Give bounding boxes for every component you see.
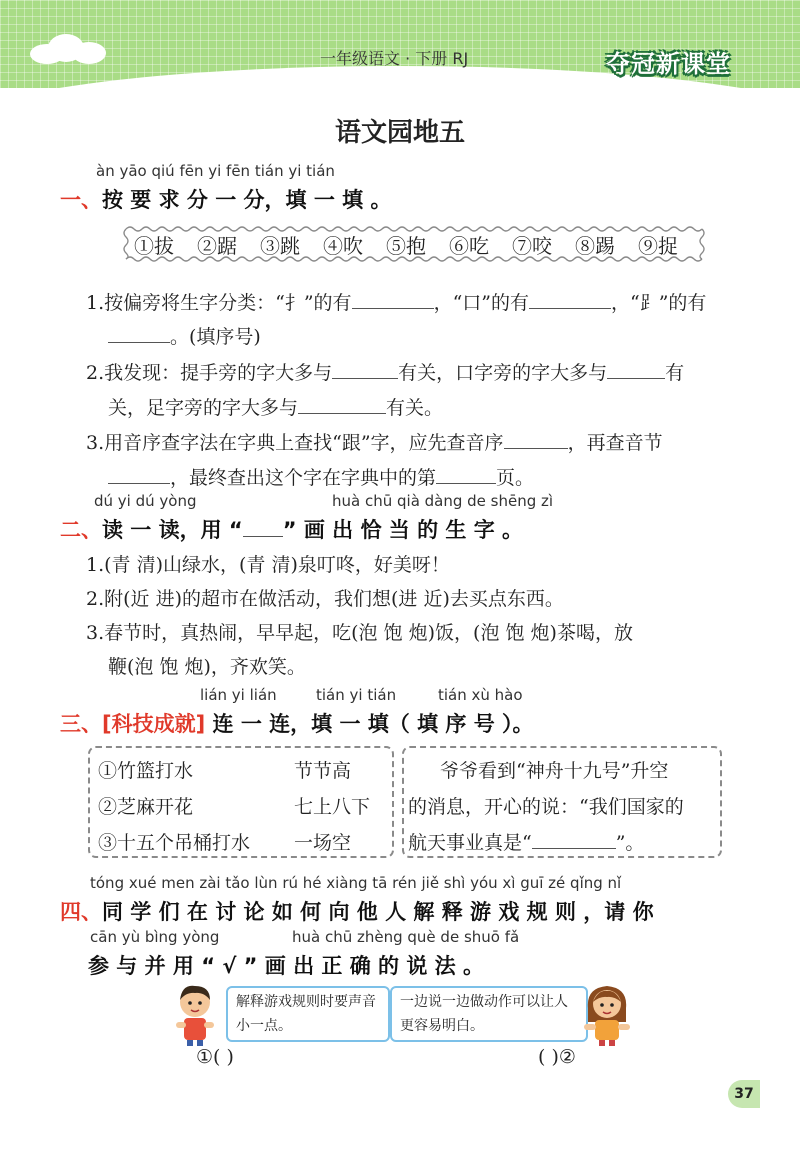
answer-blank[interactable] xyxy=(352,290,434,309)
sec4-pinyin-c: huà chū zhèng què de shuō fǎ xyxy=(292,928,520,946)
sec2-line2[interactable]: 2.附(近 进)的超市在做活动，我们想(进 近)去买点东西。 xyxy=(86,588,564,610)
answer-blank[interactable] xyxy=(436,465,496,484)
answer-blank[interactable] xyxy=(532,830,616,849)
story-line3 xyxy=(408,828,644,855)
sec4-pinyin-a: tóng xué men zài tǎo lùn rú hé xiàng tā rén jiě shì yóu xì guī zé qǐng nǐ xyxy=(90,874,622,892)
option-item: ⑤抱 xyxy=(386,234,426,258)
sec1-q1-line2 xyxy=(108,322,261,349)
q1-text-c: ，“⻊”的有 xyxy=(611,292,707,314)
match-left-item[interactable]: ①竹篮打水 xyxy=(98,760,194,782)
choice-1[interactable]: ①( ) xyxy=(196,1046,234,1068)
q3-text-d: 页。 xyxy=(496,467,535,489)
sec4-title-a: 同 学 们 在 讨 论 如 何 向 他 人 解 释 游 戏 规 则 ，请 你 xyxy=(102,900,654,924)
page-header xyxy=(0,0,800,88)
sec1-q1-line1 xyxy=(86,288,706,315)
sec3-pinyin-c: tián xù hào xyxy=(438,686,523,704)
sec3-number: 三、 xyxy=(60,712,102,736)
boy-icon xyxy=(170,982,220,1046)
unit-title: 语文园地五 xyxy=(334,118,465,148)
q3-text-a: 3.用音序查字法在字典上查找“跟”字，应先查音序 xyxy=(86,432,504,454)
speech-bubble-2: 一边说一边做动作可以让人更容易明白。 xyxy=(390,986,588,1042)
sec1-heading xyxy=(60,184,392,214)
match-left-item[interactable]: ③十五个吊桶打水 xyxy=(98,832,251,854)
brand-logo: 夺冠新课堂 xyxy=(606,50,731,78)
match-left-item[interactable]: ②芝麻开花 xyxy=(98,796,194,818)
story-line1: 爷爷看到“神舟十九号”升空 xyxy=(440,760,669,782)
q2-text-d: 关，足字旁的字大多与 xyxy=(108,397,299,419)
story-line3-a: 航天事业真是“ xyxy=(408,832,532,854)
sec1-q2-line2 xyxy=(108,393,443,420)
sec2-title-a: 读 一 读，用 “ xyxy=(102,518,243,542)
sec4-heading-line2: 参 与 并 用 “ √ ” 画 出 正 确 的 说 法 。 xyxy=(88,954,484,978)
choice-2[interactable]: ( )② xyxy=(538,1046,576,1068)
sec1-q3-line1 xyxy=(86,428,663,455)
option-item: ②踞 xyxy=(197,234,237,258)
q2-text-a: 2.我发现：提手旁的字大多与 xyxy=(86,362,333,384)
q3-text-b: ，再查音节 xyxy=(567,432,663,454)
sec2-line1[interactable]: 1.(青 清)山绿水，(青 清)泉叮咚，好美呀！ xyxy=(86,554,450,576)
answer-blank[interactable] xyxy=(108,465,170,484)
q3-text-c: ，最终查出这个字在字典中的第 xyxy=(170,467,437,489)
sec2-number: 二、 xyxy=(60,518,102,542)
sec1-pinyin: àn yāo qiú fēn yi fēn tián yi tián xyxy=(96,162,335,180)
q2-text-b: 有关，口字旁的字大多与 xyxy=(398,362,608,384)
book-title: 一年级语文 · 下册 RJ xyxy=(320,49,469,68)
story-line3-b: ”。 xyxy=(615,832,645,854)
page-number: 37 xyxy=(728,1080,760,1108)
option-item: ④吹 xyxy=(323,234,363,258)
option-item: ⑨捉 xyxy=(638,234,678,258)
sec3-pinyin-b: tián yi tián xyxy=(316,686,397,704)
answer-blank[interactable] xyxy=(108,324,170,343)
girl-icon xyxy=(580,982,634,1046)
q2-text-c: 有 xyxy=(665,362,685,384)
sec1-title: 按 要 求 分 一 分，填 一 填 。 xyxy=(102,188,392,212)
sec3-tag: [科技成就] xyxy=(102,712,206,736)
match-right-item[interactable]: 七上八下 xyxy=(294,796,371,818)
character-options xyxy=(134,230,701,259)
sec4-number: 四、 xyxy=(60,900,102,924)
answer-blank[interactable] xyxy=(607,360,665,379)
option-item: ⑥吃 xyxy=(449,234,489,258)
match-right-item[interactable]: 一场空 xyxy=(294,832,352,854)
sec2-pinyin-b: huà chū qià dàng de shēng zì xyxy=(332,492,554,510)
sec4-pinyin-b: cān yù bìng yòng xyxy=(90,928,220,946)
sec3-title: 连 一 连，填 一 填（ 填 序 号 ）。 xyxy=(212,712,534,736)
answer-blank[interactable] xyxy=(298,395,386,414)
q1-text-b: ，“口”的有 xyxy=(433,292,529,314)
underline-sample xyxy=(243,522,283,537)
option-item: ③跳 xyxy=(260,234,300,258)
sec2-title-b: ” 画 出 恰 当 的 生 字 。 xyxy=(282,518,524,542)
sec1-q3-line2 xyxy=(108,463,534,490)
option-item: ⑧踢 xyxy=(575,234,615,258)
sec3-heading xyxy=(60,708,534,738)
sec3-pinyin-a: lián yi lián xyxy=(200,686,277,704)
sec2-line4[interactable]: 鞭(泡 饱 炮)，齐欢笑。 xyxy=(108,656,306,678)
sec4-heading-line1 xyxy=(60,896,654,926)
sec2-pinyin-a: dú yi dú yòng xyxy=(94,492,197,510)
story-line2: 的消息，开心的说：“我们国家的 xyxy=(408,796,684,818)
sec1-q2-line1 xyxy=(86,358,684,385)
q1-text-d: 。(填序号) xyxy=(170,326,261,348)
option-item: ⑦咬 xyxy=(512,234,552,258)
option-item: ①拔 xyxy=(134,234,174,258)
answer-blank[interactable] xyxy=(504,430,568,449)
q2-text-e: 有关。 xyxy=(386,397,444,419)
match-right-item[interactable]: 节节高 xyxy=(294,760,352,782)
sec2-line3[interactable]: 3.春节时，真热闹，早早起，吃(泡 饱 炮)饭，(泡 饱 炮)茶喝，放 xyxy=(86,622,633,644)
sec2-heading xyxy=(60,514,523,544)
answer-blank[interactable] xyxy=(529,290,611,309)
speech-bubble-1: 解释游戏规则时要声音小一点。 xyxy=(226,986,390,1042)
answer-blank[interactable] xyxy=(332,360,398,379)
sec1-number: 一、 xyxy=(60,188,102,212)
cloud-icon xyxy=(30,34,110,64)
q1-text-a: 1.按偏旁将生字分类：“扌”的有 xyxy=(86,292,352,314)
